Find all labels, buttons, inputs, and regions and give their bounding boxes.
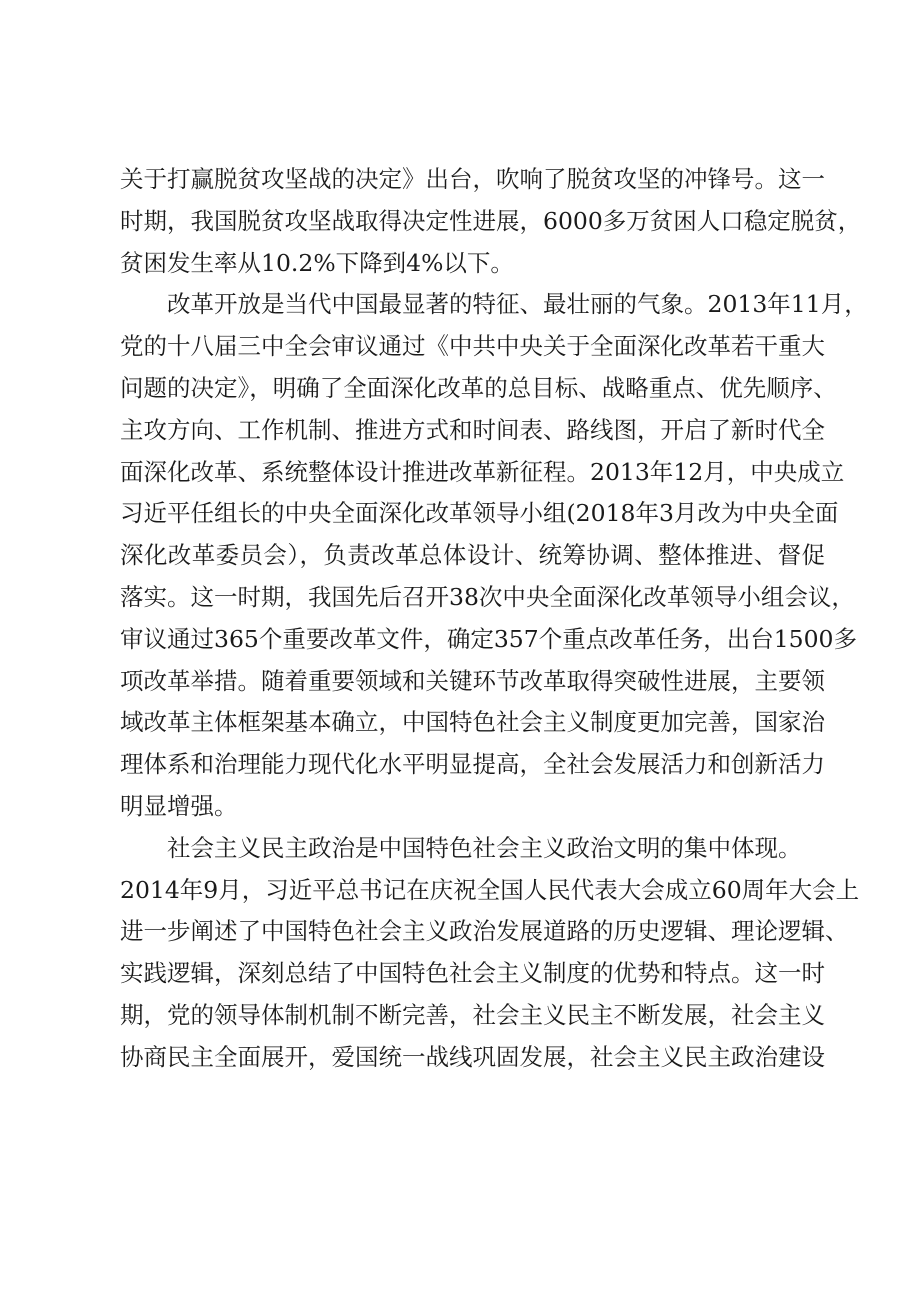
text-line: 理体系和治理能力现代化水平明显提高，全社会发展活力和创新活力	[120, 750, 825, 779]
text-line: 落实。这一时期，我国先后召开38次中央全面深化改革领导小组会议，	[120, 582, 855, 611]
text-line: 习近平任组长的中央全面深化改革领导小组(2018年3月改为中央全面	[120, 499, 839, 528]
text-line: 进一步阐述了中国特色社会主义政治发展道路的历史逻辑、理论逻辑、	[120, 917, 849, 946]
text-line: 社会主义民主政治是中国特色社会主义政治文明的集中体现。	[167, 833, 802, 862]
text-line: 明显增强。	[120, 791, 238, 820]
text-line: 时期，我国脱贫攻坚战取得决定性进展，6000多万贫困人口稳定脱贫，	[120, 206, 862, 235]
text-line: 协商民主全面展开，爱国统一战线巩固发展，社会主义民主政治建设	[120, 1042, 825, 1071]
text-line: 党的十八届三中全会审议通过《中共中央关于全面深化改革若干重大	[120, 332, 825, 361]
text-line: 贫困发生率从10.2%下降到4%以下。	[120, 248, 514, 277]
body-text	[120, 159, 868, 1079]
text-line: 深化改革委员会），负责改革总体设计、统筹协调、整体推进、督促	[120, 541, 825, 570]
text-line: 域改革主体框架基本确立，中国特色社会主义制度更加完善，国家治	[120, 708, 825, 737]
text-line: 项改革举措。随着重要领域和关键环节改革取得突破性进展，主要领	[120, 666, 825, 695]
text-line: 2014年9月，习近平总书记在庆祝全国人民代表大会成立60周年大会上	[120, 875, 860, 904]
text-line: 审议通过365个重要改革文件，确定357个重点改革任务，出台1500多	[120, 624, 858, 653]
text-line: 期，党的领导体制机制不断完善，社会主义民主不断发展，社会主义	[120, 1000, 825, 1029]
text-line: 主攻方向、工作机制、推进方式和时间表、路线图，开启了新时代全	[120, 415, 825, 444]
text-line: 改革开放是当代中国最显著的特征、最壮丽的气象。2013年11月，	[167, 290, 868, 319]
text-line: 问题的决定》，明确了全面深化改革的总目标、战略重点、优先顺序、	[120, 373, 837, 402]
text-line: 实践逻辑，深刻总结了中国特色社会主义制度的优势和特点。这一时	[120, 959, 825, 988]
text-line: 面深化改革、系统整体设计推进改革新征程。2013年12月，中央成立	[120, 457, 845, 486]
text-line: 关于打赢脱贫攻坚战的决定》出台，吹响了脱贫攻坚的冲锋号。这一	[120, 165, 825, 193]
